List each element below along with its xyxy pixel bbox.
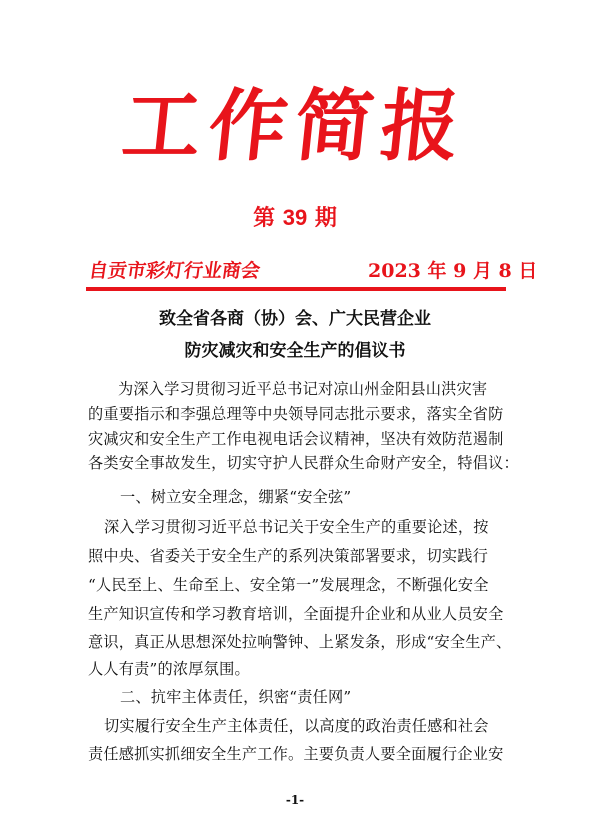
body-line: 的重要指示和李强总理等中央领导同志批示要求，落实全省防 (88, 405, 504, 423)
section-heading: 二、抗牢主体责任，织密“责任网” (120, 688, 352, 706)
body-line: 切实履行安全生产主体责任，以高度的政治责任感和社会 (104, 717, 489, 735)
masthead-title: 工作简报 (118, 81, 472, 172)
article-title-line-1: 致全省各商（协）会、广大民营企业 (159, 309, 431, 329)
issue-number-value: 39 (282, 205, 308, 230)
body-line: 各类安全事故发生，切实守护人民群众生命财产安全，特倡议： (88, 454, 519, 472)
article-title-line-2: 防灾减灾和安全生产的倡议书 (184, 341, 406, 361)
body-line: 人人有责”的浓厚氛围。 (88, 660, 250, 678)
issuer-name: 自贡市彩灯行业商会 (87, 260, 262, 282)
issue-prefix: 第 (253, 205, 276, 231)
issue-suffix: 期 (314, 205, 337, 231)
issue-number (0, 204, 590, 232)
body-line: 灾减灾和安全生产工作电视电话会议精神，坚决有效防范遏制 (88, 430, 504, 448)
body-line: 责任感抓实抓细安全生产工作。主要负责人要全面履行企业安 (88, 745, 504, 763)
header-divider (86, 287, 506, 291)
page-number: -1- (285, 793, 305, 807)
section-heading: 一、树立安全理念，绷紧“安全弦” (120, 488, 352, 506)
body-line: 意识，真正从思想深处拉响警钟、上紧发条，形成“安全生产、 (88, 633, 512, 651)
body-line: 深入学习贯彻习近平总书记关于安全生产的重要论述，按 (104, 518, 489, 536)
body-line: “人民至上、生命至上、安全第一”发展理念，不断强化安全 (88, 576, 489, 594)
body-line: 生产知识宣传和学习教育培训，全面提升企业和从业人员安全 (88, 605, 504, 623)
body-line: 照中央、省委关于安全生产的系列决策部署要求，切实践行 (88, 547, 489, 565)
body-line: 为深入学习贯彻习近平总书记对凉山州金阳县山洪灾害 (118, 380, 488, 398)
publication-date: 2023 年 9 月 8 日 (368, 260, 538, 282)
